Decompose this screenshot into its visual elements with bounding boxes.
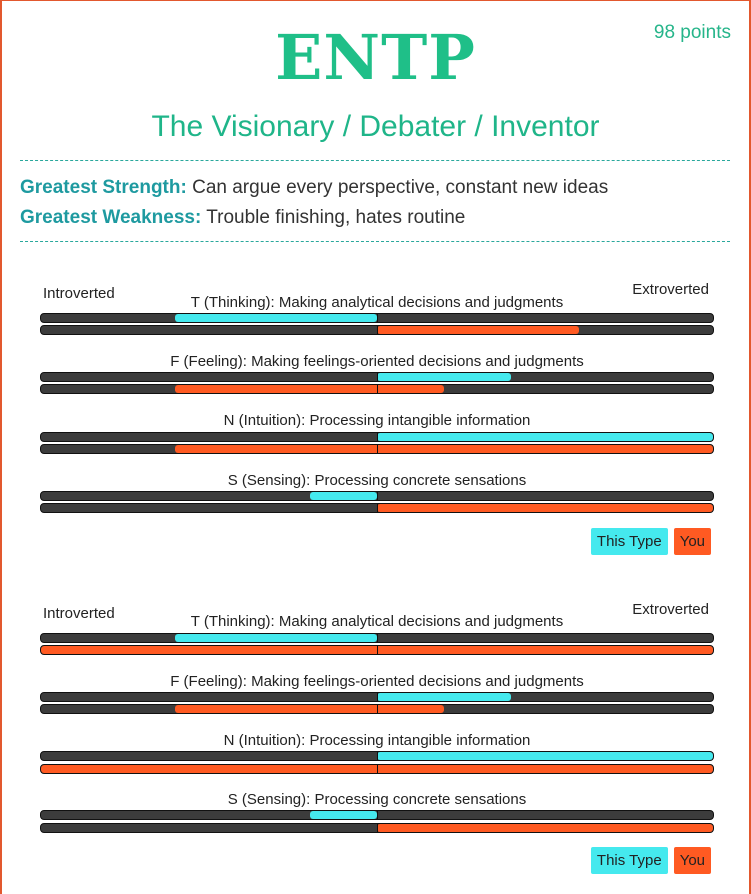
legend-you: You [674,528,711,555]
bar-center-line [377,752,378,760]
bar-center-line [377,824,378,832]
this-type-bar-intuition [40,432,714,442]
this-type-fill [175,314,377,322]
legend-2 [591,847,711,874]
legend-this-type: This Type [591,528,668,555]
strength-label: Greatest Strength: [20,177,187,198]
row-title-thinking: T (Thinking): Making analytical decisions and judgments [190,613,564,630]
you-fill [175,705,444,713]
extroverted-label: Extroverted [632,281,709,298]
row-title-thinking: T (Thinking): Making analytical decisions and judgments [190,294,564,311]
bar-center-line [377,504,378,512]
legend-1 [591,528,711,555]
row-title-sensing: S (Sensing): Processing concrete sensations [227,791,527,808]
you-fill [377,504,713,512]
you-bar-feeling [40,704,714,714]
bar-center-line [377,433,378,441]
weakness-text: Trouble finishing, hates routine [206,207,466,228]
this-type-fill [175,634,377,642]
you-bar-thinking [40,325,714,335]
introverted-label: Introverted [43,285,115,302]
strength-line [20,177,608,199]
bar-center-line [377,385,378,393]
bottom-divider [20,241,730,242]
this-type-bar-feeling [40,372,714,382]
this-type-fill [377,693,511,701]
points-label: 98 points [653,22,731,43]
type-code-title: ENTP [275,21,476,94]
you-bar-intuition [40,764,714,774]
this-type-fill [310,492,377,500]
weakness-label: Greatest Weakness: [20,207,202,228]
comparison-chart-2 [40,600,714,880]
you-bar-intuition [40,444,714,454]
row-title-intuition: N (Intuition): Processing intangible information [223,732,531,749]
you-bar-sensing [40,823,714,833]
bar-center-line [377,314,378,322]
this-type-fill [377,373,511,381]
comparison-chart-1 [40,280,714,560]
bar-center-line [377,634,378,642]
this-type-fill [310,811,377,819]
strength-text: Can argue every perspective, constant new ideas [192,177,609,198]
bar-center-line [377,646,378,654]
top-divider [20,160,730,161]
bar-center-line [377,693,378,701]
legend-you: You [674,847,711,874]
this-type-bar-sensing [40,491,714,501]
you-fill [175,385,444,393]
row-title-sensing: S (Sensing): Processing concrete sensations [227,472,527,489]
you-bar-sensing [40,503,714,513]
you-fill [377,326,579,334]
this-type-fill [377,433,713,441]
this-type-bar-intuition [40,751,714,761]
you-bar-feeling [40,384,714,394]
introverted-label: Introverted [43,605,115,622]
row-title-intuition: N (Intuition): Processing intangible information [223,412,531,429]
extroverted-label: Extroverted [632,601,709,618]
bar-center-line [377,811,378,819]
this-type-bar-thinking [40,633,714,643]
this-type-bar-sensing [40,810,714,820]
you-bar-thinking [40,645,714,655]
bar-center-line [377,705,378,713]
row-title-feeling: F (Feeling): Making feelings-oriented decisions and judgments [170,673,584,690]
bar-center-line [377,492,378,500]
bar-center-line [377,326,378,334]
bar-center-line [377,765,378,773]
weakness-line [20,207,465,229]
this-type-fill [377,752,713,760]
this-type-bar-thinking [40,313,714,323]
legend-this-type: This Type [591,847,668,874]
this-type-bar-feeling [40,692,714,702]
bar-center-line [377,373,378,381]
you-fill [377,824,713,832]
row-title-feeling: F (Feeling): Making feelings-oriented decisions and judgments [170,353,584,370]
type-nickname: The Visionary / Debater / Inventor [151,110,600,143]
bar-center-line [377,445,378,453]
you-fill [175,445,713,453]
